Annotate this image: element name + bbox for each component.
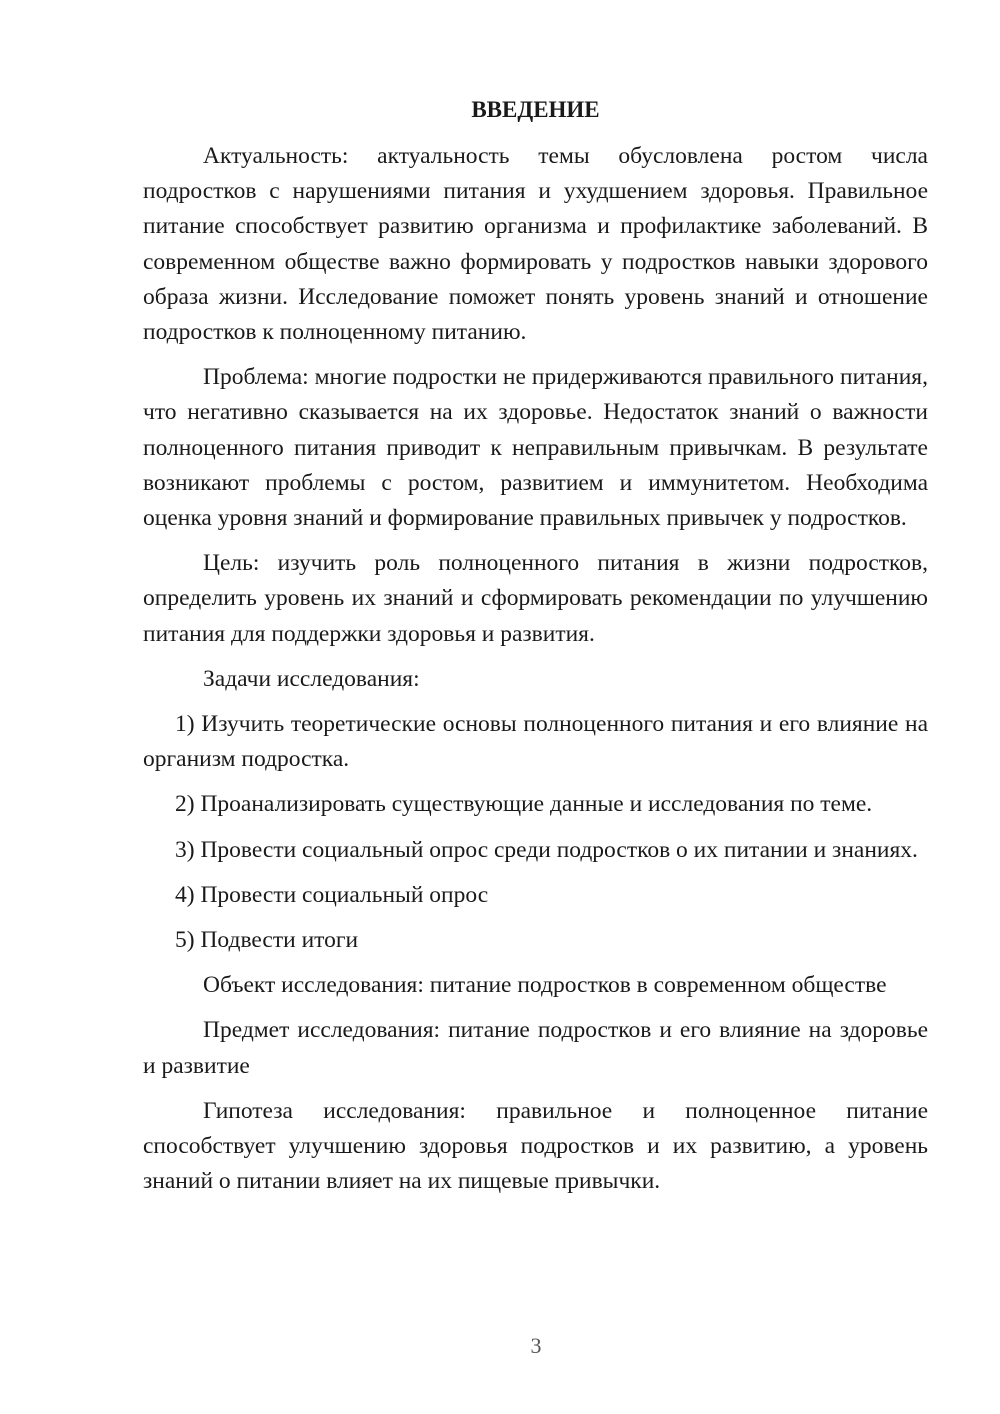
paragraph-object: Объект исследования: питание подростков в современном обществе xyxy=(203,972,887,999)
task-item-4: 4) Провести социальный опрос xyxy=(175,881,489,908)
section-title: ВВЕДЕНИЕ xyxy=(471,97,600,122)
document-body xyxy=(143,92,928,1209)
paragraph-subject: Предмет исследования: питание подростков и его влияние на здоровье и развитие xyxy=(143,1017,928,1079)
task-item-5: 5) Подвести итоги xyxy=(175,927,359,954)
paragraph-tasks-heading: Задачи исследования: xyxy=(203,665,420,692)
paragraph-hypothesis: Гипотеза исследования: правильное и полноценное питание способствует улучшению здоровья подростков и их развитию, а уровень знаний о питании влияет на их пищевые привычки. xyxy=(143,1097,928,1195)
paragraph-goal: Цель: изучить роль полноценного питания в жизни подростков, определить уровень их знаний и сформировать рекомендации по улучшению питания для поддержки здоровья и развития. xyxy=(143,550,928,647)
page-number: 3 xyxy=(530,1333,542,1358)
paragraph-problem: Проблема: многие подростки не придерживаются правильного питания, что негативно сказывается на их здоровье. Недостаток знаний о важности полноценного питания приводит к неправильным привычкам. В результате возникают проблемы с ростом, развитием и иммунитетом. Необходима оценка уровня знаний и формирование правильных привычек у подростков. xyxy=(143,364,928,532)
task-item-2: 2) Проанализировать существующие данные и исследования по теме. xyxy=(175,791,873,818)
task-item-3: 3) Провести социальный опрос среди подростков о их питании и знаниях. xyxy=(175,836,918,863)
paragraph-relevance: Актуальность: актуальность темы обусловлена ростом числа подростков с нарушениями питания и ухудшением здоровья. Правильное питание способствует развитию организма и профилактике заболеваний. В современном обществе важно формировать у подростков навыки здорового образа жизни. Исследование поможет понять уровень знаний и отношение подростков к полноценному питанию. xyxy=(143,143,928,346)
task-item-1: 1) Изучить теоретические основы полноценного питания и его влияние на организм подростка. xyxy=(143,711,928,773)
